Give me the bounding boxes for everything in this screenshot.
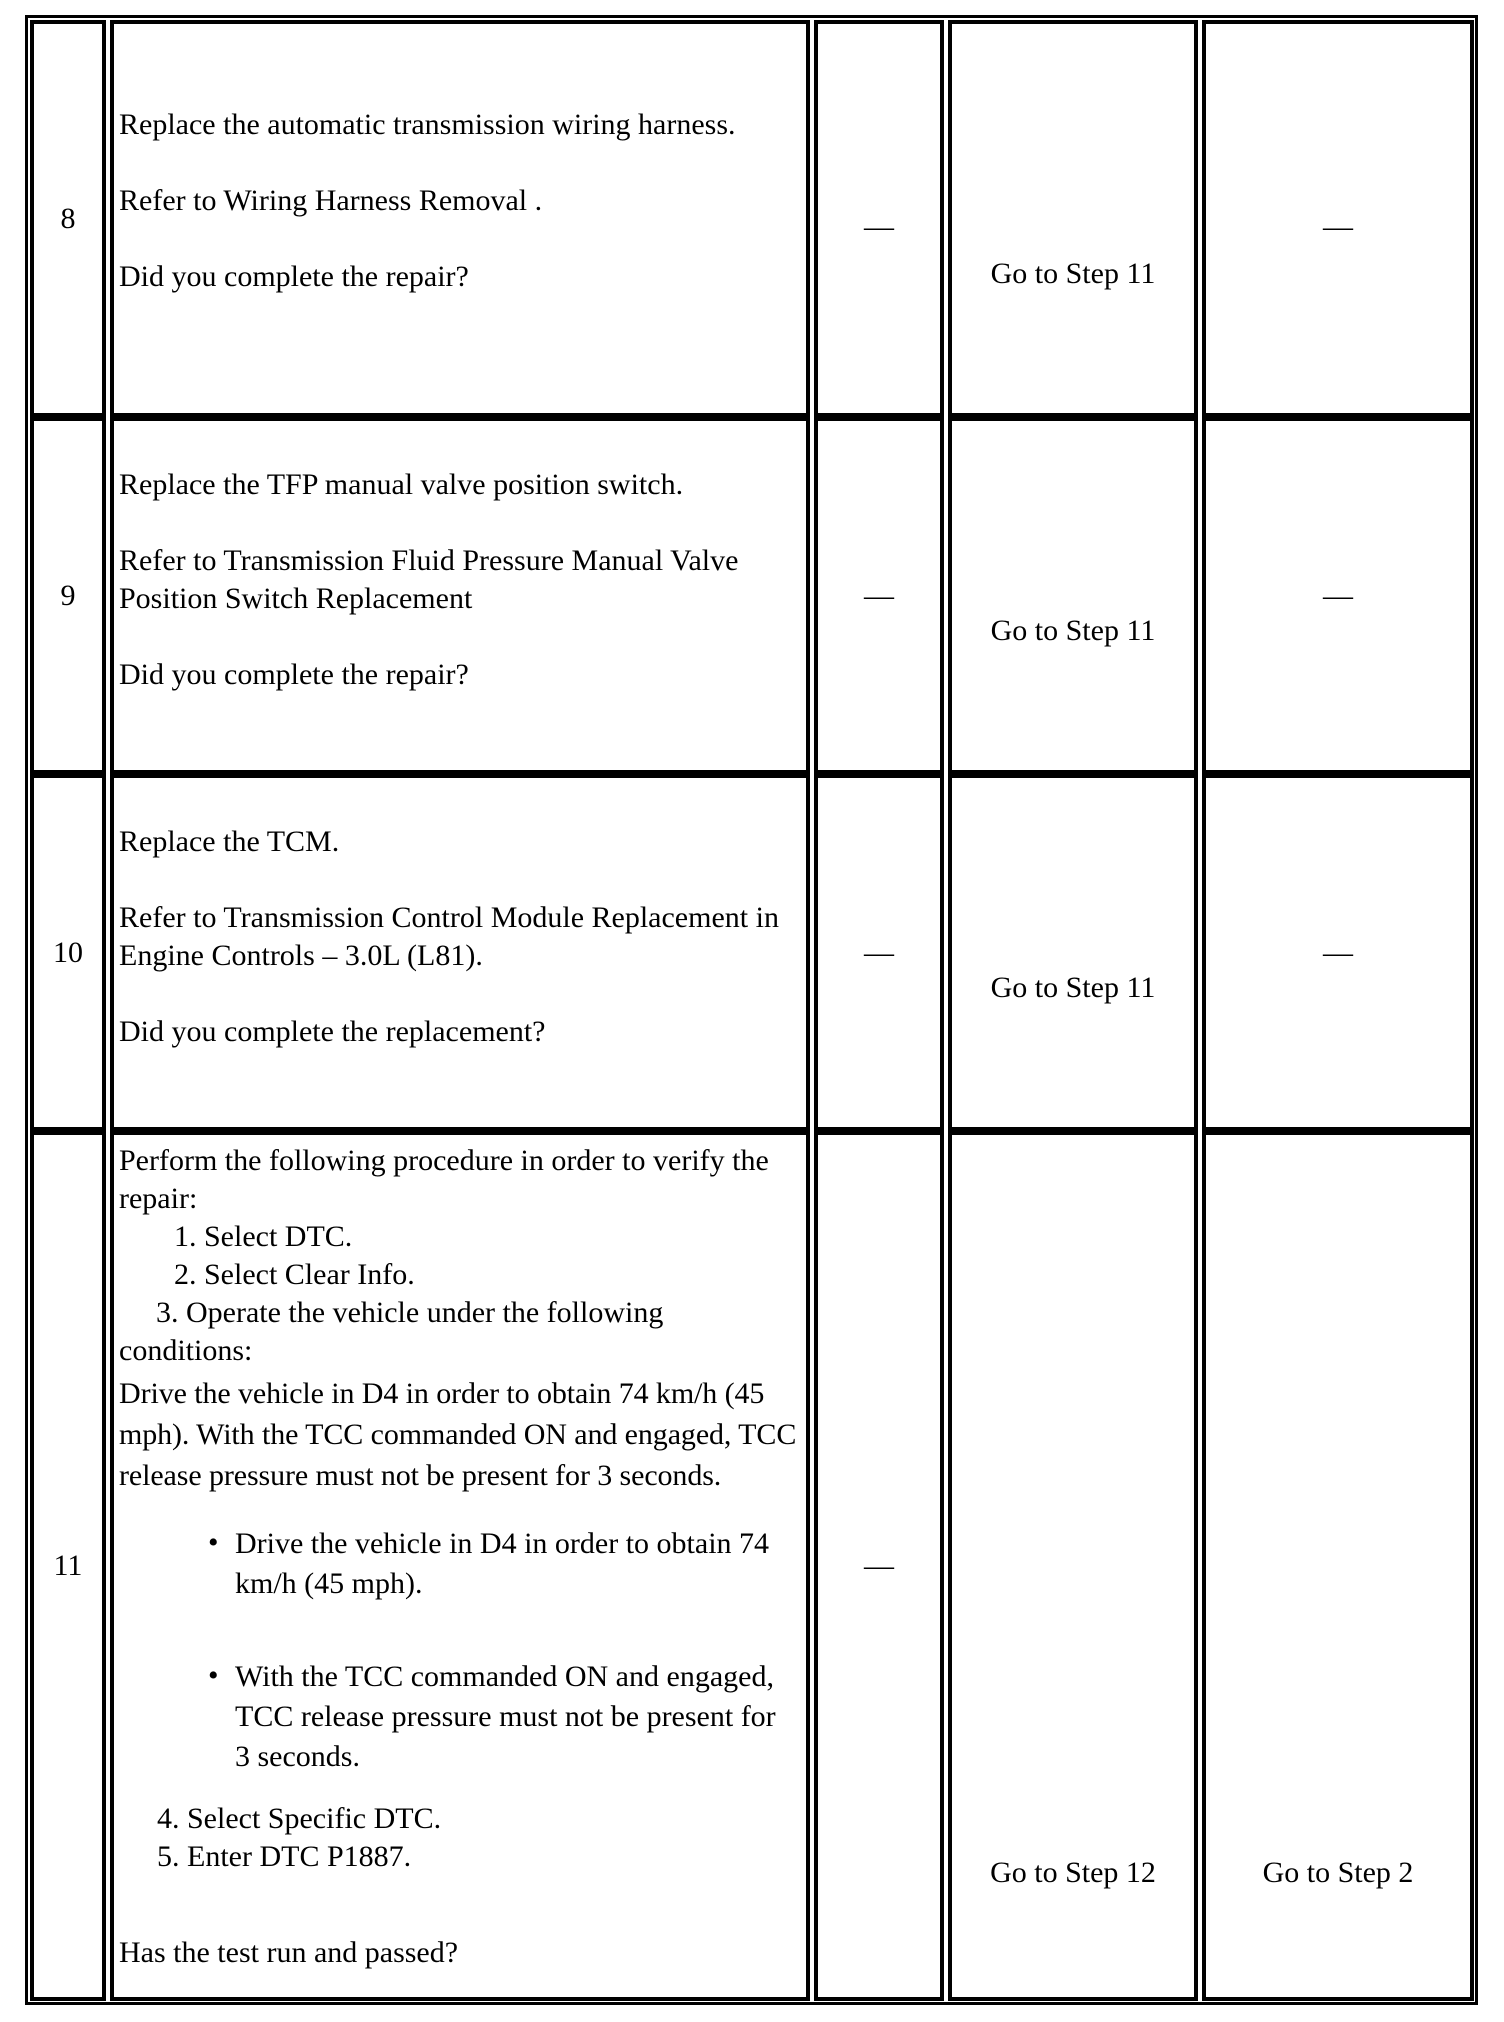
value-cell: [814, 774, 944, 1131]
yes-action: Go to Step 11: [990, 971, 1156, 1004]
value-cell: [814, 1131, 944, 2001]
action-question: Did you complete the repair?: [119, 260, 469, 293]
step-number-cell: [30, 417, 106, 774]
yes-cell: [948, 1131, 1198, 2001]
no-cell: [1202, 774, 1474, 1131]
condition-text: Drive the vehicle in D4 in order to obtain 74 km/h (45 mph). With the TCC commanded ON and engaged, TCC release pressure must not be present for 3 seconds.: [119, 1377, 797, 1492]
action-cell: [110, 417, 810, 774]
value-dash: —: [864, 210, 894, 243]
procedure-step: 5. Enter DTC P1887.: [157, 1840, 412, 1873]
no-cell: [1202, 1131, 1474, 2001]
action-instruction: Replace the TCM.: [119, 825, 340, 858]
no-cell: [1202, 417, 1474, 774]
yes-action: Go to Step 11: [990, 257, 1156, 290]
no-action: Go to Step 2: [1262, 1856, 1414, 1889]
procedure-step: 3. Operate the vehicle under the following conditions:: [119, 1296, 664, 1367]
step-number-cell: [30, 774, 106, 1131]
action-instruction: Replace the TFP manual valve position switch.: [119, 468, 684, 501]
step-number: 9: [60, 578, 76, 612]
action-question: Has the test run and passed?: [119, 1936, 459, 1969]
step-number: 8: [60, 201, 76, 235]
bullet-icon: •: [208, 1526, 219, 1559]
no-cell: [1202, 20, 1474, 417]
procedure-step: 2. Select Clear Info.: [174, 1258, 415, 1291]
yes-cell: [948, 774, 1198, 1131]
no-dash: —: [1323, 578, 1353, 612]
step-number-cell: [30, 20, 106, 417]
procedure-step: 4. Select Specific DTC.: [157, 1802, 442, 1835]
yes-cell: [948, 417, 1198, 774]
condition-bullet: Drive the vehicle in D4 in order to obtain 74 km/h (45 mph).: [235, 1527, 770, 1600]
action-instruction: Replace the automatic transmission wiring harness.: [119, 108, 736, 141]
procedure-intro: Perform the following procedure in order to verify the repair:: [119, 1144, 769, 1215]
action-cell: [110, 20, 810, 417]
condition-bullet: With the TCC commanded ON and engaged, TCC release pressure must not be present for 3 seconds.: [235, 1660, 776, 1773]
value-cell: [814, 417, 944, 774]
yes-cell: [948, 20, 1198, 417]
no-dash: —: [1323, 210, 1353, 243]
procedure-step: 1. Select DTC.: [174, 1220, 353, 1253]
step-number: 11: [53, 1549, 83, 1582]
reference-link[interactable]: Refer to Transmission Control Module Replacement in Engine Controls – 3.0L (L81).: [119, 901, 779, 972]
action-text: [119, 823, 802, 1051]
action-cell: [110, 1131, 810, 2001]
action-text: [119, 466, 802, 694]
step-number-cell: [30, 1131, 106, 2001]
step-number: 10: [53, 935, 83, 969]
yes-action: Go to Step 12: [990, 1856, 1156, 1889]
value-dash: —: [864, 578, 894, 612]
bullet-icon: •: [208, 1659, 219, 1692]
value-dash: —: [864, 935, 894, 969]
no-dash: —: [1323, 935, 1353, 969]
action-question: Did you complete the repair?: [119, 658, 469, 691]
action-question: Did you complete the replacement?: [119, 1015, 546, 1048]
reference-link[interactable]: Refer to Wiring Harness Removal .: [119, 184, 543, 217]
action-cell: [110, 774, 810, 1131]
reference-link[interactable]: Refer to Transmission Fluid Pressure Manual Valve Position Switch Replacement: [119, 544, 739, 615]
value-dash: —: [864, 1549, 894, 1582]
value-cell: [814, 20, 944, 417]
action-text: [119, 106, 802, 296]
yes-action: Go to Step 11: [990, 614, 1156, 647]
